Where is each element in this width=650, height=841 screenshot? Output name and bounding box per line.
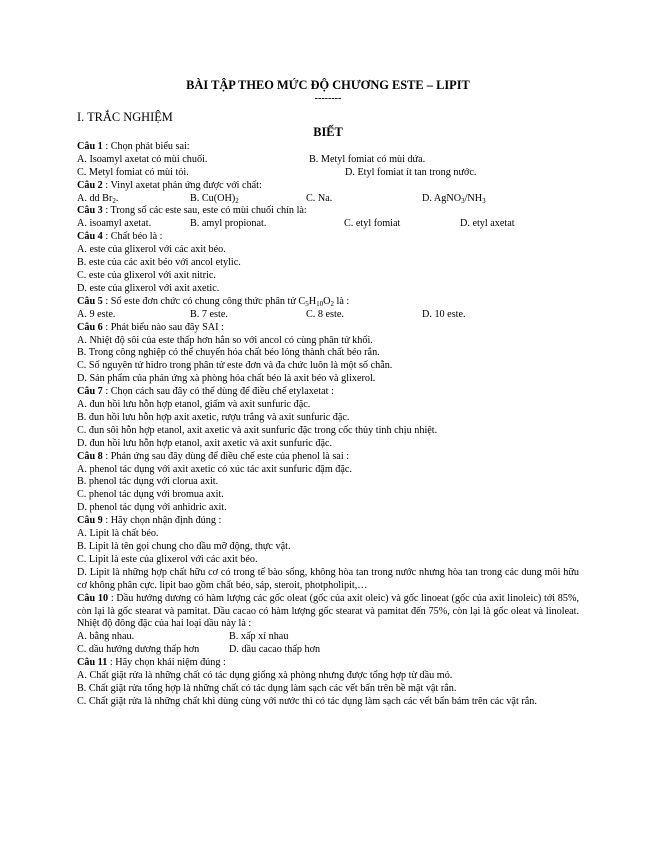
option-c: C. Số nguyên tử hidro trong phân tử este đơn và đa chức luôn là một số chẵn. <box>77 360 393 372</box>
option-c: C. Lipit là este của glixerol với các axit béo. <box>77 553 258 565</box>
question-5: Câu 5 : Số este đơn chức có chung công thức phân tử $C_5H_{10}O_2$ là : <box>77 295 350 308</box>
question-3: Câu 3 : Trong số các este sau, este có mùi chuối chín là: <box>77 205 307 217</box>
option-d: D. dầu cacao thấp hơn <box>229 644 321 656</box>
option-c: C. etyl fomiat <box>344 218 401 230</box>
option-a: A. este của glixerol với các axit béo. <box>77 244 226 256</box>
question-2: Câu 2 : Vinyl axetat phản ứng được với chất: <box>77 179 262 191</box>
option-d: D. este của glixerol với axit axetic. <box>77 282 220 294</box>
option-d: D. Sản phẩm của phản ứng xà phòng hóa chất béo là axit béo và glixerol. <box>77 373 376 385</box>
option-c: C. este của glixerol với axit nitric. <box>77 270 216 281</box>
level-heading: BIẾT <box>313 125 343 139</box>
option-a: A. Nhiệt độ sôi của este thấp hơn hẳn so với ancol có cùng phân tử khối. <box>77 334 373 346</box>
option-b: B. Metyl fomiat có mùi dứa. <box>309 153 426 165</box>
option-b: B. xấp xỉ nhau <box>229 631 289 643</box>
option-c: C. đun sôi hỗn hợp etanol, axit axetic và axit sunfuric đặc trong cốc thủy tinh chịu nhiệt. <box>77 424 438 436</box>
option-b: B. phenol tác dụng với clorua axit. <box>77 476 219 488</box>
option-a: A. bằng nhau. <box>77 631 135 643</box>
option-c: C. Na. <box>306 192 333 204</box>
question-9: Câu 9 : Hãy chọn nhận định đúng : <box>77 515 222 527</box>
option-c: C. 8 este. <box>306 308 344 320</box>
option-a: A. phenol tác dụng với axit axetic có xúc tác axit sunfuric đậm đặc. <box>77 463 352 475</box>
section-heading: I. TRẮC NGHIỆM <box>77 110 173 124</box>
option-d: D. $AgNO_3/NH_3$ <box>422 192 486 205</box>
option-a: A. Isoamyl axetat có mùi chuối. <box>77 153 208 165</box>
option-a: A. dd $Br_2$. <box>77 192 119 205</box>
question-7: Câu 7 : Chọn cách sau đây có thể dùng để điều chế etylaxetat : <box>77 386 334 398</box>
question-4: Câu 4 : Chất béo là : <box>77 231 163 243</box>
option-d: D. 10 este. <box>422 308 466 320</box>
question-3-options <box>77 218 579 231</box>
question-8: Câu 8 : Phản ứng sau đây dùng để điều chế este của phenol là sai : <box>77 450 350 462</box>
question-10-options-row2 <box>77 644 579 657</box>
option-c: C. Metyl fomiat có mùi tỏi. <box>77 166 189 178</box>
option-b: B. 7 este. <box>190 308 228 320</box>
option-b: B. Trong công nghiệp có thể chuyển hóa chất béo lỏng thành chất béo rắn. <box>77 347 380 359</box>
option-b: B. este của các axit béo với ancol etylic. <box>77 257 241 269</box>
option-a: A. đun hồi lưu hỗn hợp etanol, giấm và axit sunfuric đặc. <box>77 399 311 411</box>
question-5-options <box>77 309 579 322</box>
option-c: C. phenol tác dụng với bromua axit. <box>77 489 224 501</box>
option-d: D. Lipit là những hợp chất hữu cơ có trong tế bào sống, không hòa tan trong nước nhưng hòa tan trong các dung môi hữu cơ không phân cực. lipit bao gồm chất béo, sáp, steroit, photpholipit,… <box>77 566 579 591</box>
option-b: B. $Cu(OH)_2$ <box>190 192 239 205</box>
option-b: B. Lipit là tên gọi chung cho dầu mỡ động, thực vật. <box>77 541 291 553</box>
question-6: Câu 6 : Phát biểu nào sau đây SAI : <box>77 321 224 333</box>
option-d: D. đun hồi lưu hỗn hợp etanol, axit axetic và axit sunfuric đặc. <box>77 437 333 449</box>
option-d: D. phenol tác dụng với anhidric axit. <box>77 502 227 514</box>
option-b: B. Chất giặt rửa tổng hợp là những chất có tác dụng làm sạch các vết bẩn trên bề mặt vật rắn. <box>77 682 457 694</box>
page-title: BÀI TẬP THEO MỨC ĐỘ CHƯƠNG ESTE – LIPIT <box>186 78 470 92</box>
document-page <box>77 78 579 709</box>
question-1-options-row1 <box>77 154 579 167</box>
option-d: D. Etyl fomiat ít tan trong nước. <box>345 166 477 178</box>
question-10: Câu 10 : Dầu hướng dương có hàm lượng các gốc oleat (gốc của axit oleic) và gốc linoeat (gốc của axit linoleic) tới 85%, còn lại là gốc stearat và pamitat. Dầu cacao có hàm lượng gốc stearat và pamitat đến 75%, còn lại là gốc oleat và linoleat. Nhiệt độ đông đặc của hai loại dầu này là : <box>77 592 580 630</box>
option-b: B. đun hồi lưu hỗn hợp axit axetic, rượu trắng và axit sunfuric đặc. <box>77 411 350 423</box>
option-b: B. amyl propionat. <box>190 218 267 230</box>
question-10-options-row1 <box>77 631 579 644</box>
option-a: A. Lipit là chất béo. <box>77 528 159 540</box>
question-1-options-row2 <box>77 167 579 180</box>
option-a: A. Chất giặt rửa là những chất có tác dụng giống xà phòng nhưng được tổng hợp từ dầu mỏ. <box>77 670 453 682</box>
option-a: A. isoamyl axetat. <box>77 218 152 230</box>
question-11: Câu 11 : Hãy chọn khái niệm đúng : <box>77 657 226 669</box>
option-c: C. dầu hướng dương thấp hơn <box>77 644 200 656</box>
title-divider: -------- <box>314 93 342 104</box>
question-2-options <box>77 193 579 206</box>
question-1: Câu 1 : Chọn phát biểu sai: <box>77 141 190 152</box>
option-d: D. etyl axetat <box>460 218 515 230</box>
option-c: C. Chất giặt rửa là những chất khi dùng cùng với nước thì có tác dụng làm sạch các vết bẩn bám trên các vật rắn. <box>77 695 537 707</box>
option-a: A. 9 este. <box>77 308 116 320</box>
